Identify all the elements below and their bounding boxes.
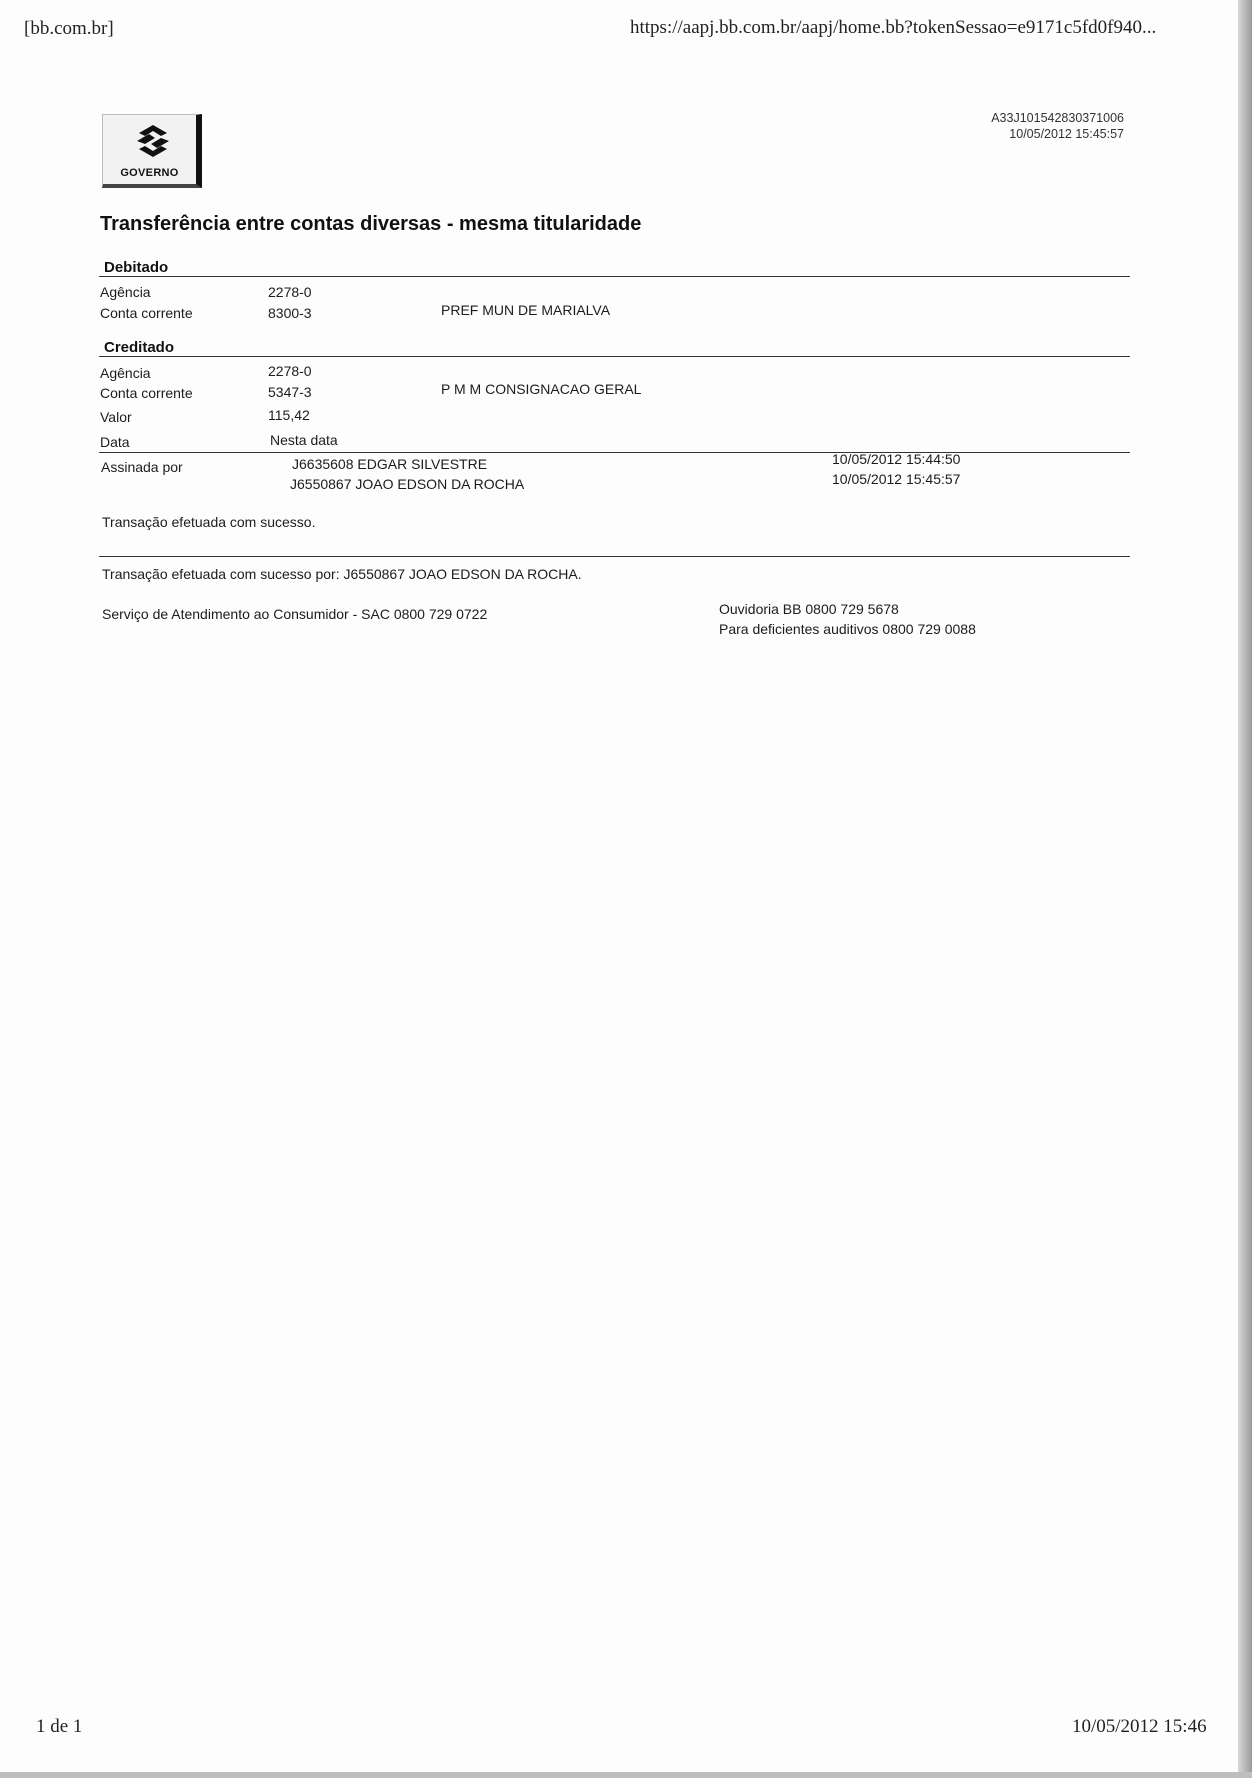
- valor-label: Valor: [100, 409, 132, 425]
- sac-contact: Serviço de Atendimento ao Consumidor - SAC 0800 729 0722: [102, 606, 488, 622]
- credit-conta-label: Conta corrente: [100, 385, 193, 401]
- divider: [99, 356, 1130, 357]
- page-title: Transferência entre contas diversas - mesma titularidade: [100, 213, 642, 235]
- debit-agencia-label: Agência: [100, 284, 151, 300]
- debit-agencia-value: 2278-0: [268, 284, 312, 300]
- credit-agencia-label: Agência: [100, 365, 151, 381]
- divider: [99, 452, 1130, 453]
- document-reference: [991, 110, 1124, 142]
- print-header-url: https://aapj.bb.com.br/aapj/home.bb?tokenSessao=e9171c5fd0f940...: [630, 17, 1157, 38]
- divider: [99, 276, 1130, 277]
- debit-conta-value: 8300-3: [268, 305, 312, 321]
- hearing-impaired-contact: Para deficientes auditivos 0800 729 0088: [719, 621, 976, 637]
- reference-code: A33J101542830371006: [991, 111, 1124, 125]
- credit-conta-value: 5347-3: [268, 384, 312, 400]
- data-value: Nesta data: [270, 432, 338, 448]
- signer-datetime: 10/05/2012 15:45:57: [832, 471, 961, 487]
- print-header-site: [bb.com.br]: [24, 18, 114, 39]
- bb-logo-icon: [133, 121, 173, 161]
- debit-conta-label: Conta corrente: [100, 305, 193, 321]
- signer-datetime: 10/05/2012 15:44:50: [832, 451, 961, 467]
- signed-by-label: Assinada por: [101, 459, 183, 475]
- scan-bottom-edge: [0, 1772, 1252, 1778]
- credit-account-holder: P M M CONSIGNACAO GERAL: [441, 381, 642, 397]
- print-footer-datetime: 10/05/2012 15:46: [1072, 1716, 1207, 1737]
- scan-edge: [1238, 0, 1252, 1778]
- reference-datetime: 10/05/2012 15:45:57: [1009, 127, 1124, 141]
- valor-value: 115,42: [268, 407, 310, 423]
- bb-governo-logo: [102, 114, 202, 188]
- ouvidoria-contact: Ouvidoria BB 0800 729 5678: [719, 601, 899, 617]
- transaction-status-signer: Transação efetuada com sucesso por: J6550867 JOAO EDSON DA ROCHA.: [102, 566, 582, 582]
- signer-name: J6635608 EDGAR SILVESTRE: [292, 456, 488, 472]
- debit-account-holder: PREF MUN DE MARIALVA: [441, 302, 611, 318]
- transaction-status: Transação efetuada com sucesso.: [102, 514, 316, 530]
- print-footer-page: 1 de 1: [36, 1716, 83, 1737]
- data-label: Data: [100, 434, 130, 450]
- logo-text: GOVERNO: [120, 167, 179, 179]
- signer-name: J6550867 JOAO EDSON DA ROCHA: [290, 476, 525, 492]
- divider: [99, 556, 1130, 557]
- section-debitado-heading: Debitado: [104, 259, 169, 276]
- section-creditado-heading: Creditado: [104, 339, 175, 356]
- credit-agencia-value: 2278-0: [268, 363, 312, 379]
